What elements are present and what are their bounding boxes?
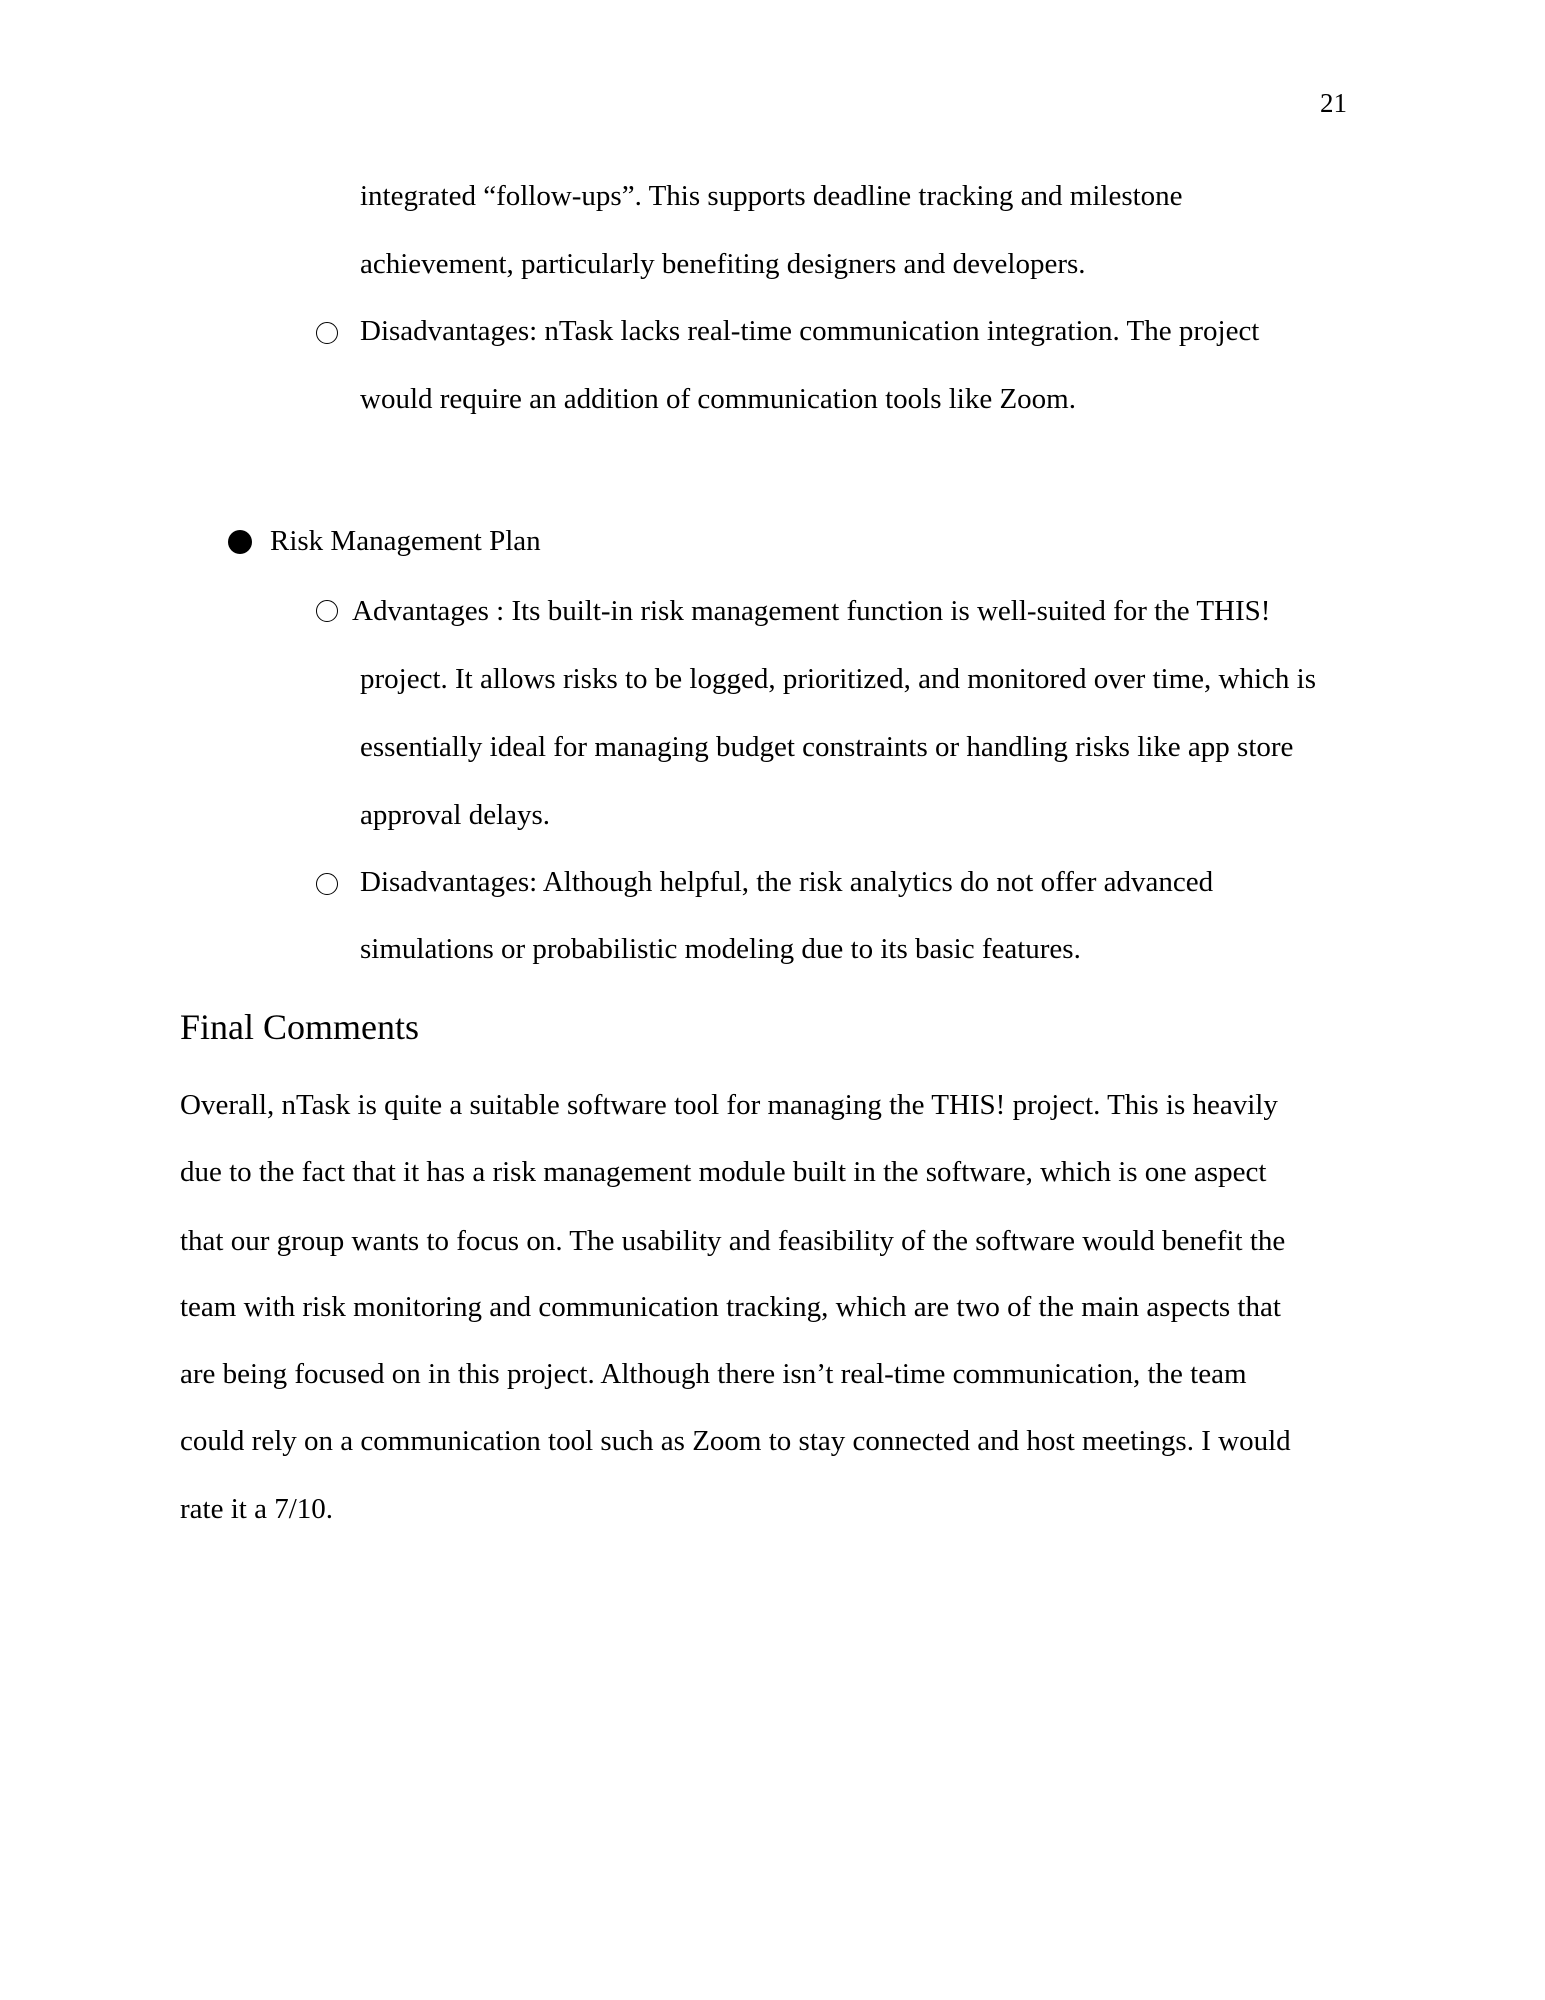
hollow-bullet-icon xyxy=(316,600,338,622)
text-line: Advantages : Its built-in risk management function is well-suited for the THIS! xyxy=(352,595,1271,627)
text-line: essentially ideal for managing budget constraints or handling risks like app store xyxy=(360,731,1294,763)
text-line: simulations or probabilistic modeling due to its basic features. xyxy=(360,933,1081,965)
list-item-title: Risk Management Plan xyxy=(270,525,541,557)
page-number: 21 xyxy=(1320,88,1347,118)
text-line: achievement, particularly benefiting designers and developers. xyxy=(360,248,1086,280)
filled-bullet-icon xyxy=(228,530,252,554)
text-line: integrated “follow-ups”. This supports deadline tracking and milestone xyxy=(360,180,1183,212)
text-line: Disadvantages: nTask lacks real-time communication integration. The project xyxy=(360,315,1260,347)
paragraph-line: could rely on a communication tool such as Zoom to stay connected and host meetings. I would xyxy=(180,1425,1291,1457)
paragraph-line: rate it a 7/10. xyxy=(180,1493,334,1525)
paragraph-line: team with risk monitoring and communication tracking, which are two of the main aspects that xyxy=(180,1291,1281,1323)
text-line: would require an addition of communication tools like Zoom. xyxy=(360,383,1076,415)
paragraph-line: Overall, nTask is quite a suitable software tool for managing the THIS! project. This is heavily xyxy=(180,1089,1278,1121)
paragraph-line: due to the fact that it has a risk management module built in the software, which is one aspect xyxy=(180,1156,1267,1188)
hollow-bullet-icon xyxy=(316,873,338,895)
text-line: Disadvantages: Although helpful, the risk analytics do not offer advanced xyxy=(360,866,1214,898)
paragraph-line: are being focused on in this project. Although there isn’t real-time communication, the team xyxy=(180,1358,1247,1390)
text-line: project. It allows risks to be logged, prioritized, and monitored over time, which is xyxy=(360,663,1316,695)
hollow-bullet-icon xyxy=(316,322,338,344)
section-heading: Final Comments xyxy=(180,1007,420,1047)
text-line: approval delays. xyxy=(360,799,551,831)
paragraph-line: that our group wants to focus on. The usability and feasibility of the software would benefit the xyxy=(180,1225,1286,1257)
